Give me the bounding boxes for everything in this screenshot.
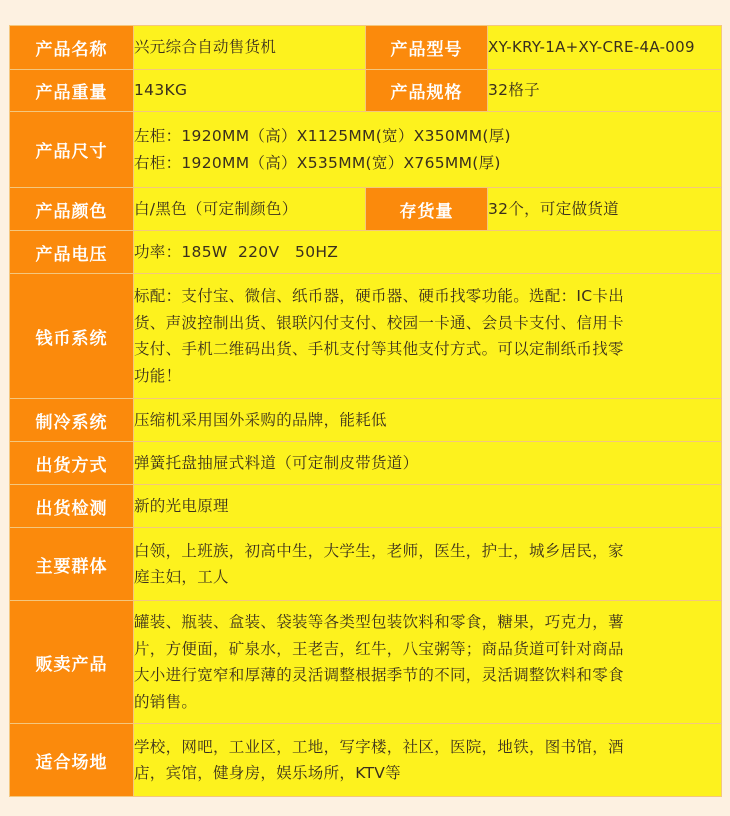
product-color-value: 白/黑色（可定制颜色） xyxy=(134,188,366,231)
venues-label: 适合场地 xyxy=(10,724,134,797)
spec-table xyxy=(9,25,722,797)
product-color-label: 产品颜色 xyxy=(10,188,134,231)
products-sold-line: 的销售。 xyxy=(134,692,198,711)
product-size-value xyxy=(134,112,722,188)
target-groups-value xyxy=(134,528,722,601)
row-target-groups xyxy=(10,528,722,601)
target-groups-line: 白领，上班族，初高中生，大学生，老师，医生，护士，城乡居民，家 xyxy=(134,541,624,560)
row-color-stock xyxy=(10,188,722,231)
cooling-value: 压缩机采用国外采购的品牌，能耗低 xyxy=(134,399,722,442)
voltage-value: 功率：185W 220V 50HZ xyxy=(134,231,722,274)
product-model-value: XY-KRY-1A+XY-CRE-4A-009 xyxy=(488,26,722,70)
size-left-cabinet: 左柜：1920MM（高）X1125MM(宽）X350MM(厚) xyxy=(134,127,511,145)
spec-sheet xyxy=(9,25,721,797)
payment-line: 支付、手机二维码出货、手机支付等其他支付方式。可以定制纸币找零 xyxy=(134,340,624,358)
payment-line: 标配：支付宝、微信、纸币器，硬币器、硬币找零功能。选配：IC卡出 xyxy=(134,287,624,305)
row-dispense-method xyxy=(10,442,722,485)
product-model-label: 产品型号 xyxy=(366,26,488,70)
product-spec-label: 产品规格 xyxy=(366,70,488,112)
product-weight-label: 产品重量 xyxy=(10,70,134,112)
row-weight-spec xyxy=(10,70,722,112)
stock-label: 存货量 xyxy=(366,188,488,231)
row-payment xyxy=(10,274,722,399)
products-sold-value xyxy=(134,601,722,724)
payment-value xyxy=(134,274,722,399)
row-dispense-detect xyxy=(10,485,722,528)
product-size-label: 产品尺寸 xyxy=(10,112,134,188)
payment-line: 功能！ xyxy=(134,366,182,385)
stock-value: 32个，可定做货道 xyxy=(488,188,722,231)
product-weight-value: 143KG xyxy=(134,70,366,112)
row-cooling xyxy=(10,399,722,442)
target-groups-label: 主要群体 xyxy=(10,528,134,601)
product-spec-value: 32格子 xyxy=(488,70,722,112)
dispense-method-label: 出货方式 xyxy=(10,442,134,485)
row-size xyxy=(10,112,722,188)
dispense-method-value: 弹簧托盘抽屉式料道（可定制皮带货道） xyxy=(134,442,722,485)
venues-value xyxy=(134,724,722,797)
venues-line: 店，宾馆，健身房，娱乐场所，KTV等 xyxy=(134,764,401,782)
row-voltage xyxy=(10,231,722,274)
products-sold-line: 片，方便面，矿泉水，王老吉，红牛，八宝粥等；商品货道可针对商品 xyxy=(134,639,624,658)
product-name-value: 兴元综合自动售货机 xyxy=(134,26,366,70)
dispense-detect-label: 出货检测 xyxy=(10,485,134,528)
row-venues xyxy=(10,724,722,797)
products-sold-line: 大小进行宽窄和厚薄的灵活调整根据季节的不同，灵活调整饮料和零食 xyxy=(134,666,624,684)
venues-line: 学校，网吧，工业区，工地，写字楼，社区，医院，地铁，图书馆，酒 xyxy=(134,737,624,756)
row-name-model xyxy=(10,26,722,70)
dispense-detect-value: 新的光电原理 xyxy=(134,485,722,528)
voltage-label: 产品电压 xyxy=(10,231,134,274)
payment-label: 钱币系统 xyxy=(10,274,134,399)
cooling-label: 制冷系统 xyxy=(10,399,134,442)
payment-line: 货、声波控制出货、银联闪付支付、校园一卡通、会员卡支付、信用卡 xyxy=(134,313,624,332)
products-sold-line: 罐装、瓶装、盒装、袋装等各类型包装饮料和零食，糖果，巧克力，薯 xyxy=(134,613,624,631)
size-right-cabinet: 右柜：1920MM（高）X535MM(宽）X765MM(厚) xyxy=(134,153,501,172)
product-name-label: 产品名称 xyxy=(10,26,134,70)
target-groups-line: 庭主妇，工人 xyxy=(134,568,229,586)
row-products-sold xyxy=(10,601,722,724)
products-sold-label: 贩卖产品 xyxy=(10,601,134,724)
